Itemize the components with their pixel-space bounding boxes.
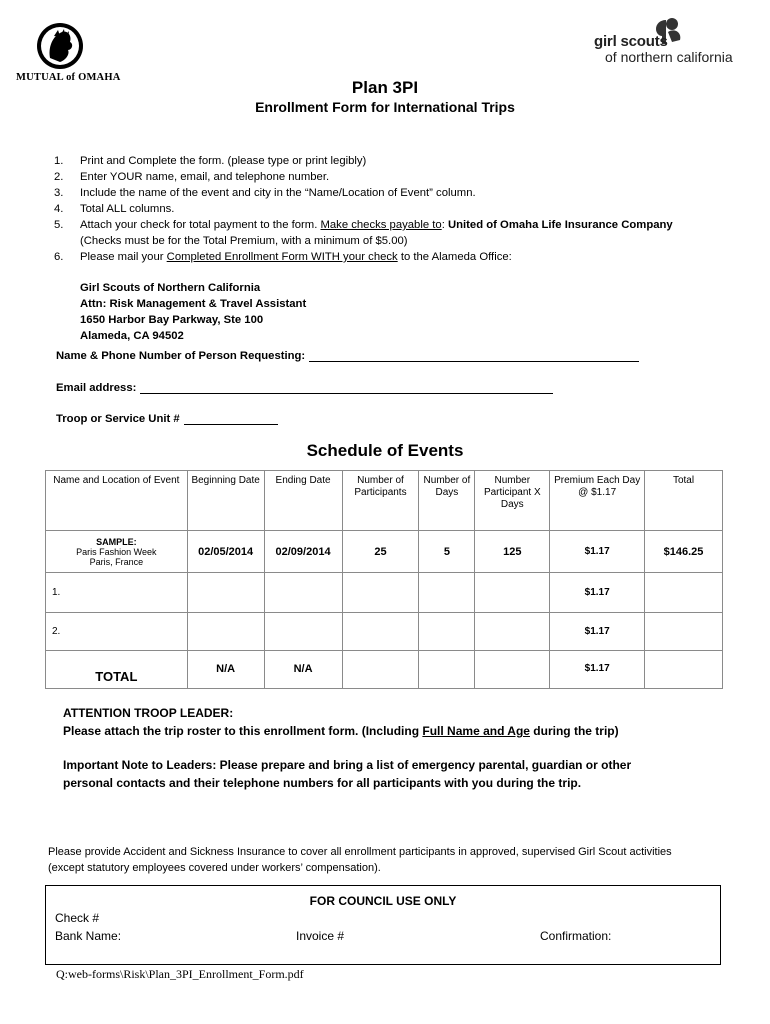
table-input-cell[interactable] — [342, 613, 419, 651]
mailing-address: Girl Scouts of Northern California Attn: Risk Management & Travel Assistant 1650 Harbor Bay Parkway, Ste 100 Alameda, CA 94502 — [80, 282, 307, 342]
council-use-title: FOR COUNCIL USE ONLY — [309, 894, 457, 908]
column-header: Premium Each Day @ $1.17 — [550, 471, 645, 531]
sample-participant-days: 125 — [475, 531, 550, 573]
bank-name-label: Bank Name: — [55, 929, 122, 943]
table-input-cell[interactable] — [419, 573, 475, 613]
row-premium: $1.17 — [550, 573, 645, 613]
table-input-cell[interactable] — [264, 573, 342, 613]
total-begin: N/A — [187, 651, 264, 689]
row-number: 1. — [46, 573, 188, 613]
troop-leader-notice: ATTENTION TROOP LEADER: Please attach the trip roster to this enrollment form. (Including Full Name and Age during the trip) Important Note to Leaders: Please prepare and bring a list of emergency parental, guardian or other personal contacts and their telephone numbers for all participants with you during the trip. — [63, 706, 632, 790]
column-header: Number Participant X Days — [475, 471, 550, 531]
table-row — [46, 613, 723, 651]
girl-scouts-region: of northern california — [605, 49, 733, 65]
instruction-item: 3. Include the name of the event and city in the “Name/Location of Event” column. — [54, 187, 476, 199]
council-use-box — [45, 885, 721, 965]
table-input-cell[interactable] — [419, 651, 475, 689]
table-input-cell[interactable] — [645, 613, 723, 651]
total-label: TOTAL — [46, 651, 188, 689]
name-phone-field: Name & Phone Number of Person Requesting: — [56, 350, 639, 362]
table-input-cell[interactable] — [264, 613, 342, 651]
invoice-number-label: Invoice # — [296, 929, 345, 943]
check-number-label: Check # — [55, 911, 100, 925]
schedule-table — [45, 470, 723, 689]
column-header: Ending Date — [264, 471, 342, 531]
instruction-item: 5. Attach your check for total payment to the form. Make checks payable to: United of Omaha Life Insurance Company — [54, 219, 673, 231]
instruction-item: 6. Please mail your Completed Enrollment Form WITH your check to the Alameda Office: — [54, 251, 512, 263]
row-number: 2. — [46, 613, 188, 651]
row-premium: $1.17 — [550, 613, 645, 651]
sample-participants: 25 — [342, 531, 419, 573]
sample-days: 5 — [419, 531, 475, 573]
sample-premium: $1.17 — [550, 531, 645, 573]
table-input-cell[interactable] — [187, 613, 264, 651]
name-phone-input-line[interactable] — [309, 350, 639, 362]
girl-scouts-wordmark: girl scouts — [594, 33, 668, 50]
mutual-of-omaha-wordmark: MUTUAL of OMAHA — [16, 72, 121, 83]
email-field: Email address: — [56, 382, 553, 394]
instruction-item: 2. Enter YOUR name, email, and telephone number. — [54, 171, 330, 183]
column-header: Number of Participants — [342, 471, 419, 531]
sample-begin-date: 02/05/2014 — [187, 531, 264, 573]
email-input-line[interactable] — [140, 382, 553, 394]
table-input-cell[interactable] — [475, 613, 550, 651]
page-title: Plan 3PI — [351, 78, 419, 97]
column-header: Name and Location of Event — [46, 471, 188, 531]
table-input-cell[interactable] — [187, 573, 264, 613]
table-input-cell[interactable] — [645, 573, 723, 613]
total-premium: $1.17 — [550, 651, 645, 689]
page-subtitle: Enrollment Form for International Trips — [255, 99, 515, 115]
sample-total: $146.25 — [645, 531, 723, 573]
sample-end-date: 02/09/2014 — [264, 531, 342, 573]
troop-field: Troop or Service Unit # — [56, 413, 278, 425]
table-row-sample — [46, 531, 723, 573]
instruction-list — [54, 153, 744, 265]
table-input-cell[interactable] — [342, 573, 419, 613]
table-input-cell[interactable] — [342, 651, 419, 689]
table-input-cell[interactable] — [475, 651, 550, 689]
column-header: Number of Days — [419, 471, 475, 531]
table-header-row — [46, 471, 723, 531]
schedule-title: Schedule of Events — [306, 441, 464, 460]
table-row — [46, 573, 723, 613]
insurance-coverage-text: Please provide Accident and Sickness Insurance to cover all enrollment participants in approved, supervised Girl Scout activities (except statutory employees covered under workers’ compensation). — [48, 846, 672, 874]
instruction-continuation: (Checks must be for the Total Premium, with a minimum of $5.00) — [80, 235, 408, 247]
instruction-item: 4. Total ALL columns. — [54, 203, 175, 215]
column-header: Beginning Date — [187, 471, 264, 531]
troop-input-line[interactable] — [184, 413, 278, 425]
instruction-item: 1. Print and Complete the form. (please type or print legibly) — [54, 155, 367, 167]
sample-event-cell: SAMPLE: Paris Fashion Week Paris, France — [46, 531, 188, 573]
table-input-cell[interactable] — [645, 651, 723, 689]
confirmation-label: Confirmation: — [540, 929, 612, 943]
table-input-cell[interactable] — [475, 573, 550, 613]
total-end: N/A — [264, 651, 342, 689]
table-input-cell[interactable] — [419, 613, 475, 651]
file-path-footer: Q:web-forms\Risk\Plan_3PI_Enrollment_Form.pdf — [56, 967, 304, 981]
table-total-row — [46, 651, 723, 689]
column-header: Total — [645, 471, 723, 531]
